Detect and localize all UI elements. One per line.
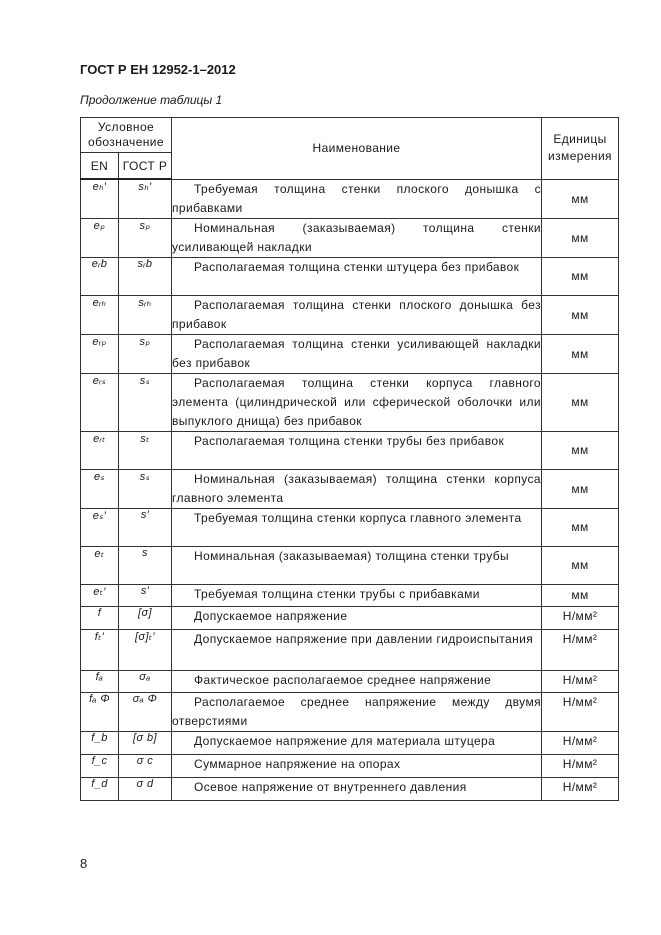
cell-en-symbol: eᵣₛ	[81, 373, 119, 431]
cell-en-symbol: eₚ	[81, 218, 119, 257]
table-body	[81, 179, 619, 800]
cell-name-text: Суммарное напряжение на опорах	[194, 756, 401, 771]
cell-en-symbol: eₛ′	[81, 508, 119, 546]
cell-unit: мм	[542, 373, 619, 431]
cell-gost-symbol: sᵣb	[119, 257, 172, 295]
cell-en-symbol: f_c	[81, 754, 119, 777]
cell-name	[172, 431, 542, 469]
cell-name-text: Требуемая толщина стенки корпуса главного элемента	[194, 510, 522, 525]
cell-unit: Н/мм²	[542, 777, 619, 800]
cell-unit: Н/мм²	[542, 629, 619, 670]
table-row	[81, 584, 619, 606]
symbols-table	[80, 117, 619, 801]
cell-en-symbol: eᵣₕ	[81, 295, 119, 334]
cell-unit: мм	[542, 179, 619, 218]
cell-name-text: Располагаемая толщина стенки плоского донышка без прибавок	[172, 297, 541, 331]
cell-gost-symbol: σ d	[119, 777, 172, 800]
cell-gost-symbol: sₛ	[119, 373, 172, 431]
cell-en-symbol: f_d	[81, 777, 119, 800]
cell-name-text: Требуемая толщина стенки трубы с прибавками	[194, 586, 480, 601]
header-symbol: Условное обозначение	[81, 118, 172, 153]
page-number: 8	[80, 856, 88, 871]
table-row	[81, 508, 619, 546]
cell-en-symbol: eᵣb	[81, 257, 119, 295]
table-row	[81, 692, 619, 731]
table-row	[81, 257, 619, 295]
cell-name	[172, 731, 542, 754]
cell-gost-symbol: [σ]ₜ′	[119, 629, 172, 670]
cell-name-text: Допускаемое напряжение при давлении гидроиспытания	[194, 631, 534, 646]
cell-name	[172, 606, 542, 629]
document-code: ГОСТ Р ЕН 12952-1–2012	[80, 62, 236, 77]
table-row	[81, 469, 619, 508]
cell-name	[172, 629, 542, 670]
cell-name	[172, 670, 542, 692]
table-row	[81, 373, 619, 431]
cell-gost-symbol: s′	[119, 584, 172, 606]
table-caption: Продолжение таблицы 1	[80, 93, 223, 107]
table-row	[81, 218, 619, 257]
cell-name	[172, 546, 542, 584]
cell-unit: мм	[542, 508, 619, 546]
table-row	[81, 334, 619, 373]
cell-en-symbol: fₐ Φ	[81, 692, 119, 731]
cell-name	[172, 334, 542, 373]
cell-unit: мм	[542, 257, 619, 295]
table-row	[81, 179, 619, 218]
cell-unit: Н/мм²	[542, 731, 619, 754]
cell-gost-symbol: [σ b]	[119, 731, 172, 754]
cell-name	[172, 777, 542, 800]
cell-gost-symbol: s	[119, 546, 172, 584]
cell-name-text: Располагаемая толщина стенки штуцера без прибавок	[194, 259, 520, 274]
cell-unit: мм	[542, 431, 619, 469]
table-row	[81, 606, 619, 629]
cell-unit: мм	[542, 469, 619, 508]
cell-en-symbol: eₜ	[81, 546, 119, 584]
cell-en-symbol: f	[81, 606, 119, 629]
cell-name-text: Осевое напряжение от внутреннего давления	[194, 779, 467, 794]
cell-gost-symbol: s′	[119, 508, 172, 546]
cell-name-text: Располагаемая толщина стенки корпуса главного элемента (цилиндрической или сферической оболочки или выпуклого днища) без прибавок	[172, 375, 541, 428]
cell-name-text: Располагаемое среднее напряжение между двумя отверстиями	[172, 694, 541, 728]
header-gost: ГОСТ Р	[119, 153, 172, 180]
table-row	[81, 670, 619, 692]
cell-unit: мм	[542, 584, 619, 606]
cell-unit: мм	[542, 334, 619, 373]
cell-gost-symbol: sₜ	[119, 431, 172, 469]
cell-unit: Н/мм²	[542, 606, 619, 629]
header-unit: Единицы измерения	[542, 118, 619, 180]
header-name: Наименование	[172, 118, 542, 180]
cell-gost-symbol: sₚ	[119, 218, 172, 257]
table-row	[81, 431, 619, 469]
cell-name	[172, 508, 542, 546]
cell-name-text: Номинальная (заказываемая) толщина стенки корпуса главного элемента	[172, 471, 541, 505]
table-row	[81, 731, 619, 754]
cell-name	[172, 754, 542, 777]
cell-gost-symbol: sₚ	[119, 334, 172, 373]
cell-name-text: Располагаемая толщина стенки усиливающей накладки без прибавок	[172, 336, 541, 370]
cell-unit: Н/мм²	[542, 670, 619, 692]
cell-en-symbol: eₛ	[81, 469, 119, 508]
table-row	[81, 295, 619, 334]
table-row	[81, 754, 619, 777]
cell-name	[172, 373, 542, 431]
cell-en-symbol: eₕ′	[81, 179, 119, 218]
cell-name-text: Номинальная (заказываемая) толщина стенки усиливающей накладки	[172, 220, 541, 254]
table-row	[81, 546, 619, 584]
cell-name-text: Располагаемая толщина стенки трубы без прибавок	[194, 433, 505, 448]
cell-unit: мм	[542, 218, 619, 257]
cell-name-text: Требуемая толщина стенки плоского донышка с прибавками	[172, 181, 541, 215]
cell-name	[172, 257, 542, 295]
cell-en-symbol: eₜ′	[81, 584, 119, 606]
cell-unit: Н/мм²	[542, 754, 619, 777]
cell-name-text: Номинальная (заказываемая) толщина стенки трубы	[194, 548, 510, 563]
cell-gost-symbol: σ c	[119, 754, 172, 777]
header-en: EN	[81, 153, 119, 180]
table-row	[81, 777, 619, 800]
table-row	[81, 629, 619, 670]
cell-gost-symbol: sₕ′	[119, 179, 172, 218]
cell-name-text: Допускаемое напряжение для материала штуцера	[194, 733, 496, 748]
cell-name	[172, 295, 542, 334]
cell-unit: мм	[542, 295, 619, 334]
cell-name	[172, 692, 542, 731]
cell-name	[172, 218, 542, 257]
cell-en-symbol: fₜ′	[81, 629, 119, 670]
cell-name	[172, 469, 542, 508]
cell-en-symbol: f_b	[81, 731, 119, 754]
cell-en-symbol: eᵣₚ	[81, 334, 119, 373]
cell-gost-symbol: sₛ	[119, 469, 172, 508]
cell-name	[172, 584, 542, 606]
cell-gost-symbol: σₐ Φ	[119, 692, 172, 731]
cell-gost-symbol: σₐ	[119, 670, 172, 692]
cell-name-text: Допускаемое напряжение	[194, 608, 348, 623]
cell-name-text: Фактическое располагаемое среднее напряжение	[194, 672, 492, 687]
cell-en-symbol: eᵣₜ	[81, 431, 119, 469]
cell-unit: мм	[542, 546, 619, 584]
cell-unit: Н/мм²	[542, 692, 619, 731]
cell-gost-symbol: sᵣₕ	[119, 295, 172, 334]
cell-en-symbol: fₐ	[81, 670, 119, 692]
cell-gost-symbol: [σ]	[119, 606, 172, 629]
cell-name	[172, 179, 542, 218]
